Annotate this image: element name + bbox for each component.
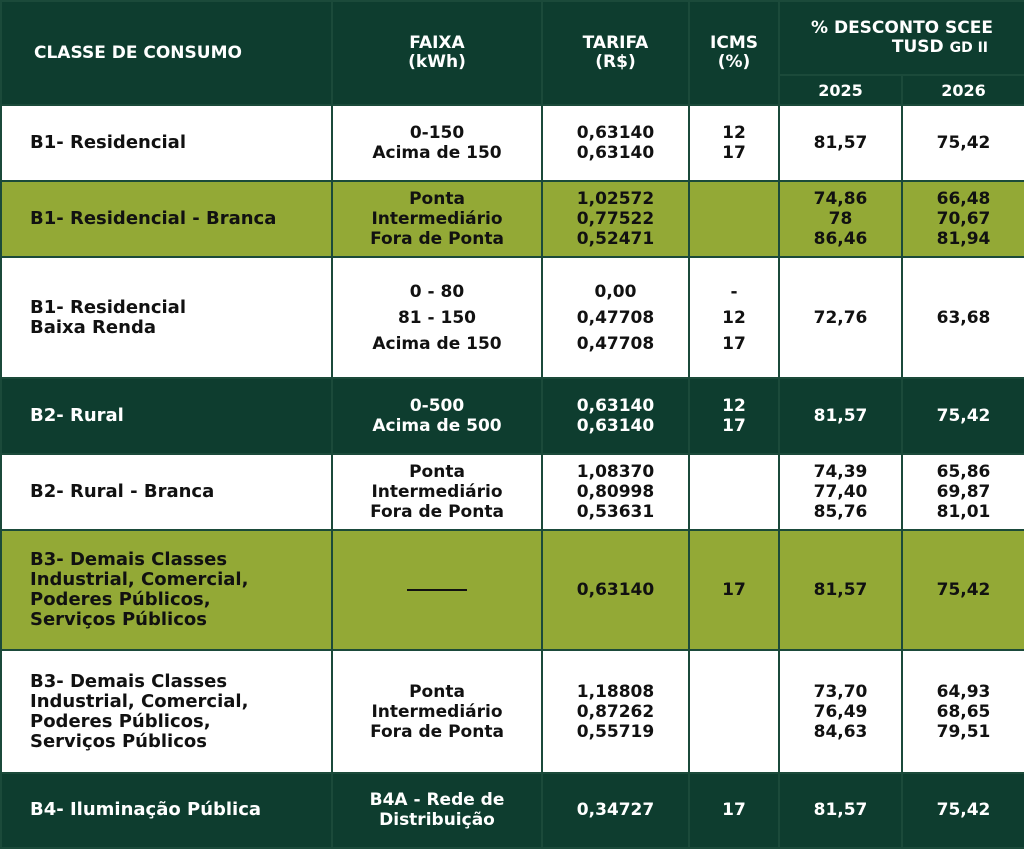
icms-cell: 17 (689, 773, 779, 848)
tarifa-cell: 0,63140 0,63140 (542, 105, 689, 181)
table-row (1, 257, 1024, 377)
desconto-2025-cell: 81,57 (779, 773, 902, 848)
header-faixa: FAIXA (kWh) (332, 1, 542, 105)
desconto-2026-cell: 75,42 (902, 773, 1024, 848)
tarifa-cell: 1,08370 0,80998 0,53631 (542, 454, 689, 530)
table-row (1, 105, 1024, 181)
desconto-2025-cell: 74,39 77,40 85,76 (779, 454, 902, 530)
header-classe: CLASSE DE CONSUMO (1, 1, 332, 105)
classe-cell: B2- Rural (1, 378, 332, 454)
classe-cell: B1- Residencial (1, 105, 332, 181)
header-icms: ICMS (%) (689, 1, 779, 105)
desconto-2025-cell: 81,57 (779, 530, 902, 650)
table-row (1, 454, 1024, 530)
tarifa-cell: 1,18808 0,87262 0,55719 (542, 650, 689, 772)
faixa-cell: Ponta Intermediário Fora de Ponta (332, 454, 542, 530)
desconto-2025-cell: 81,57 (779, 378, 902, 454)
table-row (1, 378, 1024, 454)
icms-cell (689, 650, 779, 772)
tarifa-cell: 1,02572 0,77522 0,52471 (542, 181, 689, 257)
icms-cell (689, 454, 779, 530)
classe-cell: B3- Demais Classes Industrial, Comercial, Poderes Públicos, Serviços Públicos (1, 650, 332, 772)
desconto-2026-cell: 75,42 (902, 530, 1024, 650)
faixa-cell: 0-150 Acima de 150 (332, 105, 542, 181)
classe-cell: B1- Residencial Baixa Renda (1, 257, 332, 377)
faixa-cell (332, 530, 542, 650)
header-year-2025: 2025 (779, 75, 902, 105)
dash-line (407, 589, 467, 591)
icms-cell: - 12 17 (689, 257, 779, 377)
desconto-2025-cell: 73,70 76,49 84,63 (779, 650, 902, 772)
icms-cell (689, 181, 779, 257)
tarifa-cell: 0,34727 (542, 773, 689, 848)
faixa-cell: Ponta Intermediário Fora de Ponta (332, 181, 542, 257)
faixa-cell: Ponta Intermediário Fora de Ponta (332, 650, 542, 772)
tarifa-cell: 0,63140 0,63140 (542, 378, 689, 454)
desconto-2026-cell: 66,48 70,67 81,94 (902, 181, 1024, 257)
desconto-2025-cell: 72,76 (779, 257, 902, 377)
faixa-cell: 0-500 Acima de 500 (332, 378, 542, 454)
header-desconto: % DESCONTO SCEE TUSD GD II (779, 1, 1024, 75)
desconto-2026-cell: 63,68 (902, 257, 1024, 377)
desconto-2026-cell: 65,86 69,87 81,01 (902, 454, 1024, 530)
header-year-2026: 2026 (902, 75, 1024, 105)
faixa-cell: B4A - Rede de Distribuição (332, 773, 542, 848)
classe-cell: B2- Rural - Branca (1, 454, 332, 530)
desconto-2026-cell: 75,42 (902, 105, 1024, 181)
icms-cell: 17 (689, 530, 779, 650)
table-row (1, 773, 1024, 848)
table-row (1, 530, 1024, 650)
classe-cell: B1- Residencial - Branca (1, 181, 332, 257)
desconto-2026-cell: 64,93 68,65 79,51 (902, 650, 1024, 772)
header-tarifa: TARIFA (R$) (542, 1, 689, 105)
icms-cell: 12 17 (689, 105, 779, 181)
desconto-2026-cell: 75,42 (902, 378, 1024, 454)
tarifa-cell: 0,00 0,47708 0,47708 (542, 257, 689, 377)
desconto-2025-cell: 74,86 78 86,46 (779, 181, 902, 257)
tarifa-cell: 0,63140 (542, 530, 689, 650)
header-row (1, 1, 1024, 75)
icms-cell: 12 17 (689, 378, 779, 454)
classe-cell: B4- Iluminação Pública (1, 773, 332, 848)
faixa-cell: 0 - 80 81 - 150 Acima de 150 (332, 257, 542, 377)
table-row (1, 650, 1024, 772)
desconto-2025-cell: 81,57 (779, 105, 902, 181)
table-row (1, 181, 1024, 257)
classe-cell: B3- Demais Classes Industrial, Comercial, Poderes Públicos, Serviços Públicos (1, 530, 332, 650)
